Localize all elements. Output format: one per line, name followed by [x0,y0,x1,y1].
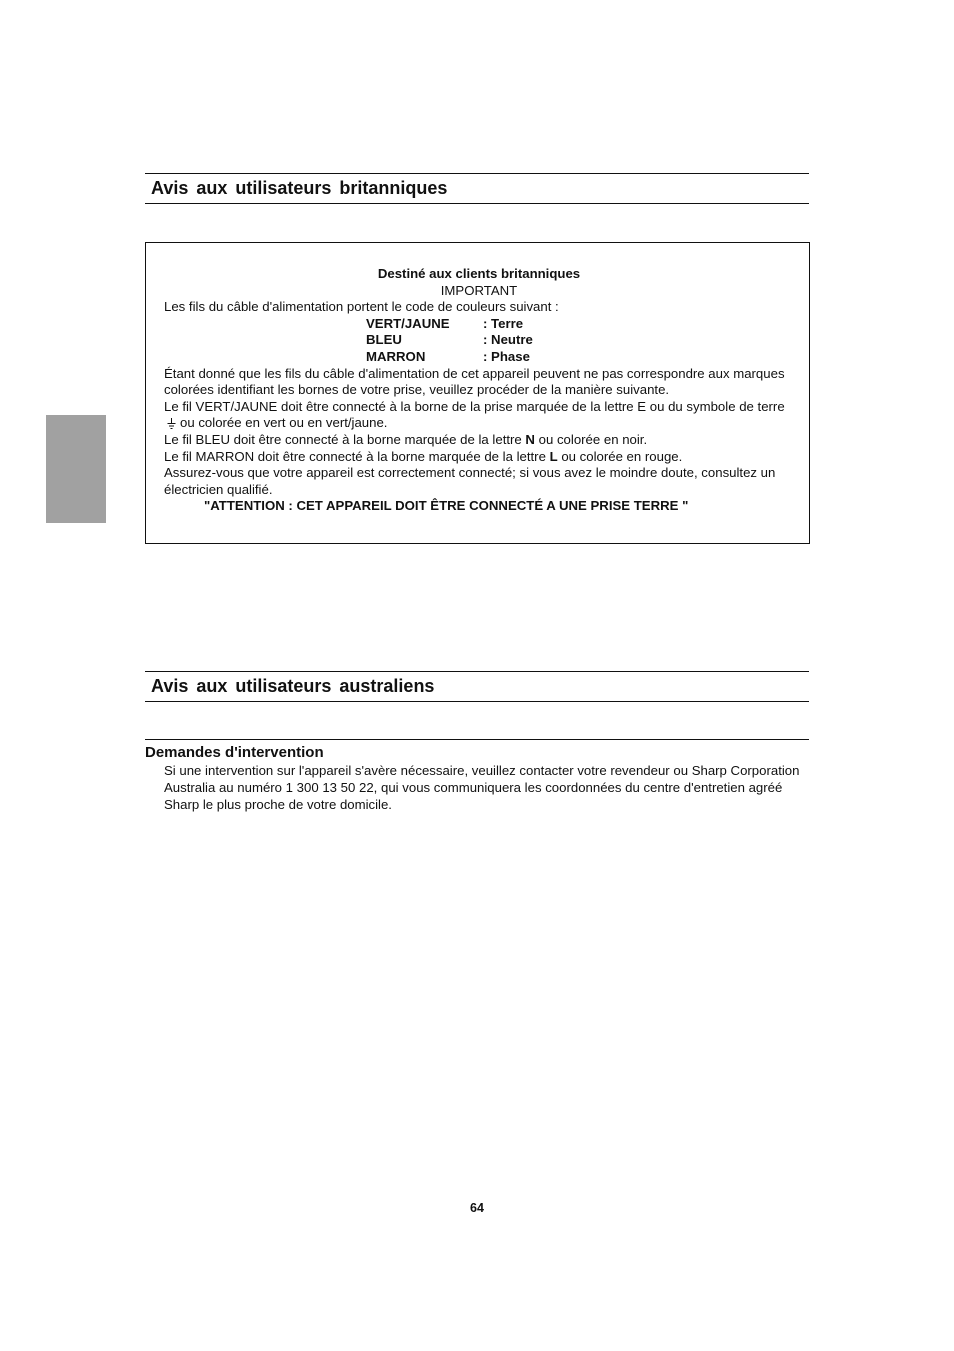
para3-pre: Le fil BLEU doit être connecté à la borne marquée de la lettre [164,431,522,447]
para2-line1: Le fil VERT/JAUNE doit être connecté à la borne de la prise marquée de la lettre E ou du symbole de [164,398,754,414]
page-number: 64 [470,1201,484,1215]
notice-paragraph-3 [164,432,794,449]
earth-ground-icon [167,418,176,429]
section-title-au: Avis aux utilisateurs australiens [151,676,435,696]
uk-notice-content [164,266,794,515]
wire-meaning: : Neutre [483,332,533,348]
notice-heading: Destiné aux clients britanniques [377,266,581,281]
para4-post: ou colorée en rouge. [561,448,683,464]
notice-paragraph-5: Assurez-vous que votre appareil est correctement connecté; si vous avez le moindre doute, consultez un électricien qualifié. [164,465,776,497]
uk-notice-box [145,242,810,544]
para3-post: ou colorée en noir. [538,431,648,447]
subsection-title-service: Demandes d'intervention [145,744,324,761]
para3-letter: N [525,431,535,447]
wire-color-table [366,316,794,366]
wire-row [366,316,794,333]
notice-paragraph-1: Étant donné que les fils du câble d'alimentation de cet appareil peuvent ne pas correspondre aux marques colorées identifiant les bornes de votre prise, veuillez procéder de la manière suivante. [164,365,785,398]
wire-row [366,349,794,366]
section-header-au [145,671,809,702]
wire-color: VERT/JAUNE [366,315,450,331]
side-tab-marker [46,415,106,523]
section-title-uk: Avis aux utilisateurs britanniques [151,178,448,198]
wire-meaning: : Terre [483,315,524,331]
subsection-divider [145,739,809,740]
wire-color: BLEU [366,332,402,348]
service-paragraph: Si une intervention sur l'appareil s'avère nécessaire, veuillez contacter votre revendeur ou Sharp Corporation Australia au numéro 1 300 13 50 22, qui vous communiquera les coordonnées du centre d'entretien agréé Sharp le plus proche de votre domicile. [164,763,800,813]
section-header-uk [145,173,809,204]
para2-post: ou colorée en vert ou en vert/jaune. [180,415,388,431]
notice-paragraph-2 [164,399,794,432]
notice-intro: Les fils du câble d'alimentation portent le code de couleurs suivant : [164,299,559,315]
para4-pre: Le fil MARRON doit être connecté à la borne marquée de la lettre [164,448,546,464]
notice-paragraph-4 [164,449,794,466]
wire-row [366,332,794,349]
notice-warning: "ATTENTION : CET APPAREIL DOIT ÊTRE CONNECTÉ A UNE PRISE TERRE " [204,498,689,514]
para4-letter: L [549,448,558,464]
wire-meaning: : Phase [483,348,530,364]
notice-subheading: IMPORTANT [440,282,518,298]
para2-pre: terre [757,398,785,414]
wire-color: MARRON [366,348,426,364]
